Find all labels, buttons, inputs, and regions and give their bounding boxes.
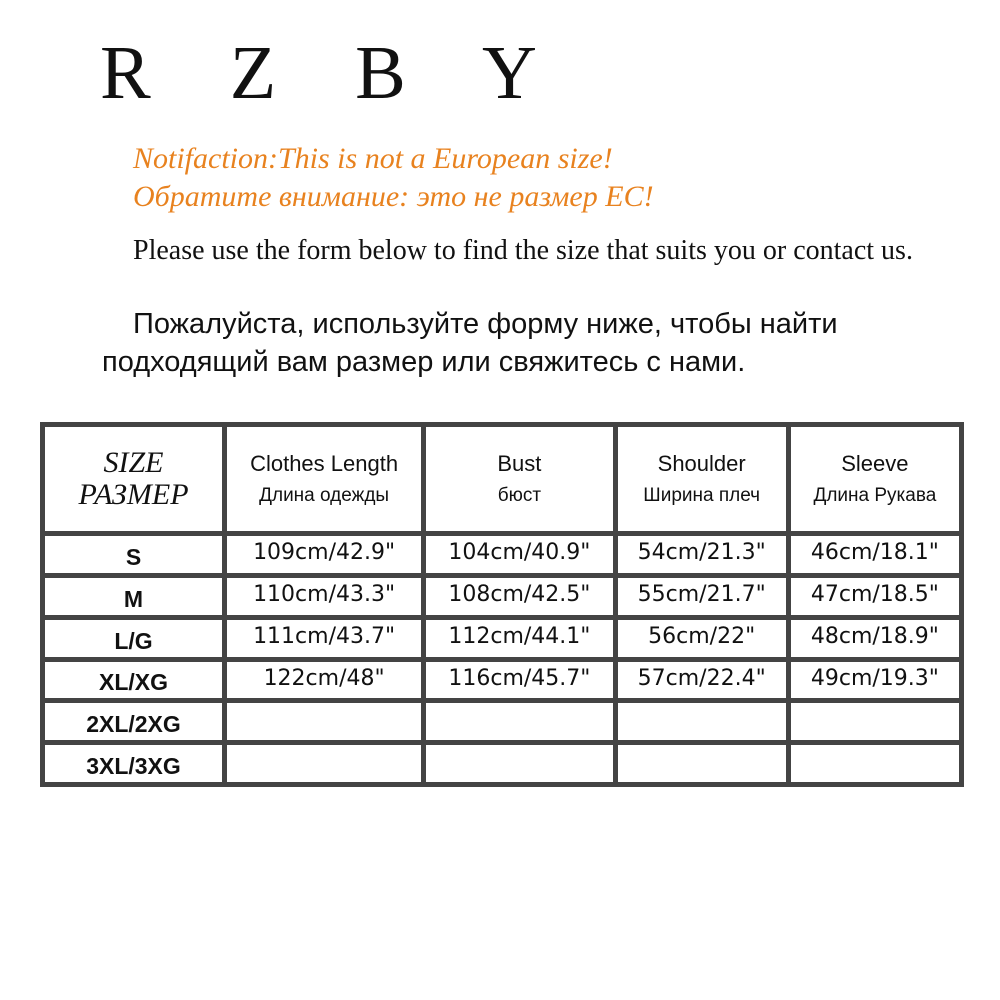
instructions-russian: Пожалуйста, используйте форму ниже, чтобы найти подходящий вам размер или свяжитесь с нами.: [102, 308, 838, 378]
measurement-cell: 55cm/21.7": [615, 576, 788, 618]
measurement-cell: 104cm/40.9": [424, 534, 615, 576]
column-header-en: Bust: [497, 451, 542, 477]
size-cell: S: [43, 534, 225, 576]
table-header-row: [43, 425, 962, 534]
table-row: [43, 743, 962, 785]
table-row: [43, 534, 962, 576]
column-header-en: Shoulder: [657, 451, 746, 477]
notice-english: Notifaction:This is not a European size!: [133, 142, 613, 175]
measurement-cell: 46cm/18.1": [788, 534, 961, 576]
size-cell: L/G: [43, 617, 225, 659]
measurement-cell: 48cm/18.9": [788, 617, 961, 659]
column-header: [615, 425, 788, 534]
notice-russian: Обратите внимание: это не размер ЕС!: [133, 180, 654, 213]
size-cell: XL/XG: [43, 659, 225, 701]
column-header-en: Clothes Length: [250, 451, 399, 477]
measurement-cell: [788, 743, 961, 785]
measurement-cell: 56cm/22": [615, 617, 788, 659]
size-cell: 2XL/2XG: [43, 701, 225, 743]
column-header-ru: бюст: [497, 485, 542, 507]
size-header-cell: [43, 425, 225, 534]
size-cell: 3XL/3XG: [43, 743, 225, 785]
measurement-cell: 112cm/44.1": [424, 617, 615, 659]
column-header-ru: Длина одежды: [259, 485, 390, 507]
measurement-cell: 54cm/21.3": [615, 534, 788, 576]
table-row: [43, 617, 962, 659]
brand-logo: R Z B Y: [100, 31, 567, 115]
size-cell: M: [43, 576, 225, 618]
instructions-english: Please use the form below to find the size that suits you or contact us.: [133, 235, 913, 266]
measurement-cell: 110cm/43.3": [225, 576, 424, 618]
size-chart-table: [40, 422, 964, 787]
measurement-cell: 47cm/18.5": [788, 576, 961, 618]
table-row: [43, 576, 962, 618]
measurement-cell: 108cm/42.5": [424, 576, 615, 618]
column-header-en: Sleeve: [841, 451, 909, 477]
measurement-cell: [615, 743, 788, 785]
column-header-ru: Ширина плеч: [643, 485, 761, 507]
column-header: [424, 425, 615, 534]
column-header-ru: Длина Рукава: [813, 485, 937, 507]
measurement-cell: [424, 701, 615, 743]
table-row: [43, 659, 962, 701]
measurement-cell: 111cm/43.7": [225, 617, 424, 659]
measurement-cell: 109cm/42.9": [225, 534, 424, 576]
measurement-cell: [424, 743, 615, 785]
measurement-cell: 57cm/22.4": [615, 659, 788, 701]
table-row: [43, 701, 962, 743]
size-header-ru: РАЗМЕР: [78, 478, 189, 512]
column-header: [225, 425, 424, 534]
measurement-cell: 122cm/48": [225, 659, 424, 701]
measurement-cell: [615, 701, 788, 743]
column-header: [788, 425, 961, 534]
measurement-cell: [225, 743, 424, 785]
measurement-cell: [788, 701, 961, 743]
measurement-cell: 116cm/45.7": [424, 659, 615, 701]
measurement-cell: [225, 701, 424, 743]
measurement-cell: 49cm/19.3": [788, 659, 961, 701]
size-header-en: SIZE: [103, 446, 164, 480]
